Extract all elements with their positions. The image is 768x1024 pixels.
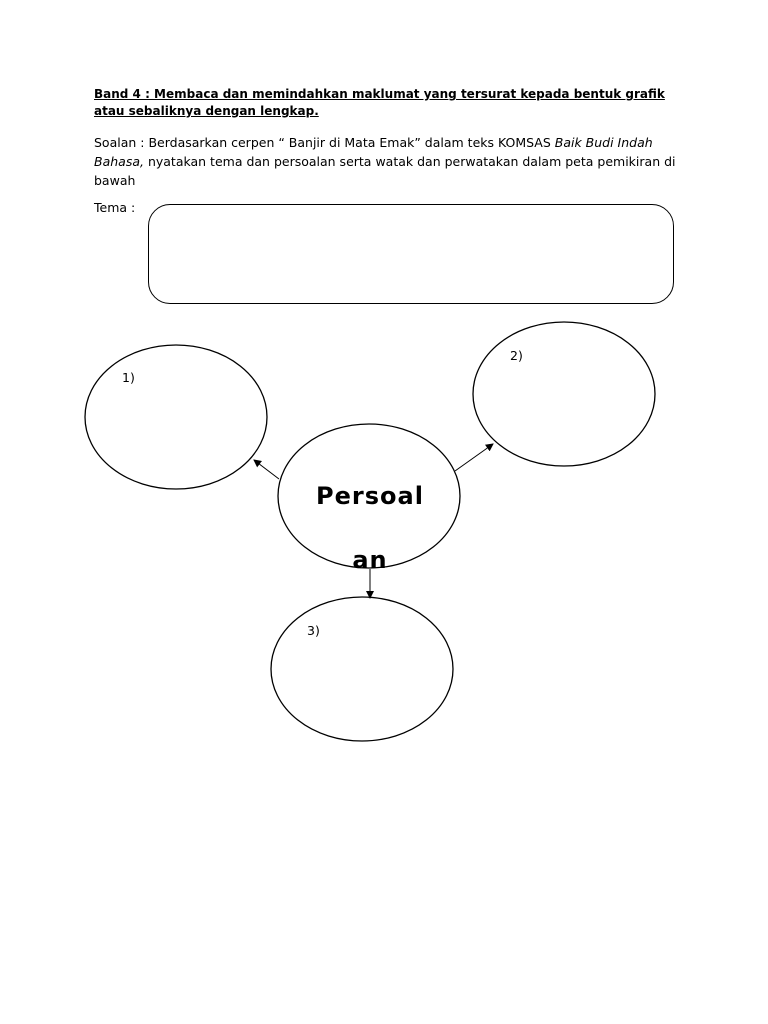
band-heading-line2: atau sebaliknya dengan lengkap. bbox=[94, 104, 319, 118]
node-3-circle[interactable] bbox=[271, 597, 453, 741]
node-2-label: 2) bbox=[510, 348, 523, 363]
arrow-to-node-2 bbox=[455, 444, 493, 471]
node-1-circle[interactable] bbox=[85, 345, 267, 489]
node-2-circle[interactable] bbox=[473, 322, 655, 466]
center-label-line2: an bbox=[352, 546, 388, 574]
center-label bbox=[300, 448, 440, 576]
arrow-to-node-1 bbox=[254, 460, 279, 479]
node-3-label: 3) bbox=[307, 623, 320, 638]
question-part2: nyatakan tema dan persoalan serta watak dan perwatakan dalam peta pemikiran di bawah bbox=[94, 154, 676, 188]
question-part1: Soalan : Berdasarkan cerpen “ Banjir di Mata Emak” dalam teks KOMSAS bbox=[94, 135, 555, 150]
center-label-line1: Persoal bbox=[316, 482, 424, 510]
tema-label: Tema : bbox=[94, 200, 136, 215]
question-book-title: Baik Budi Indah Bahasa, bbox=[94, 135, 653, 169]
node-1-label: 1) bbox=[122, 370, 135, 385]
band-heading-line1: Band 4 : Membaca dan memindahkan maklumat yang tersurat kepada bentuk grafik bbox=[94, 87, 665, 101]
